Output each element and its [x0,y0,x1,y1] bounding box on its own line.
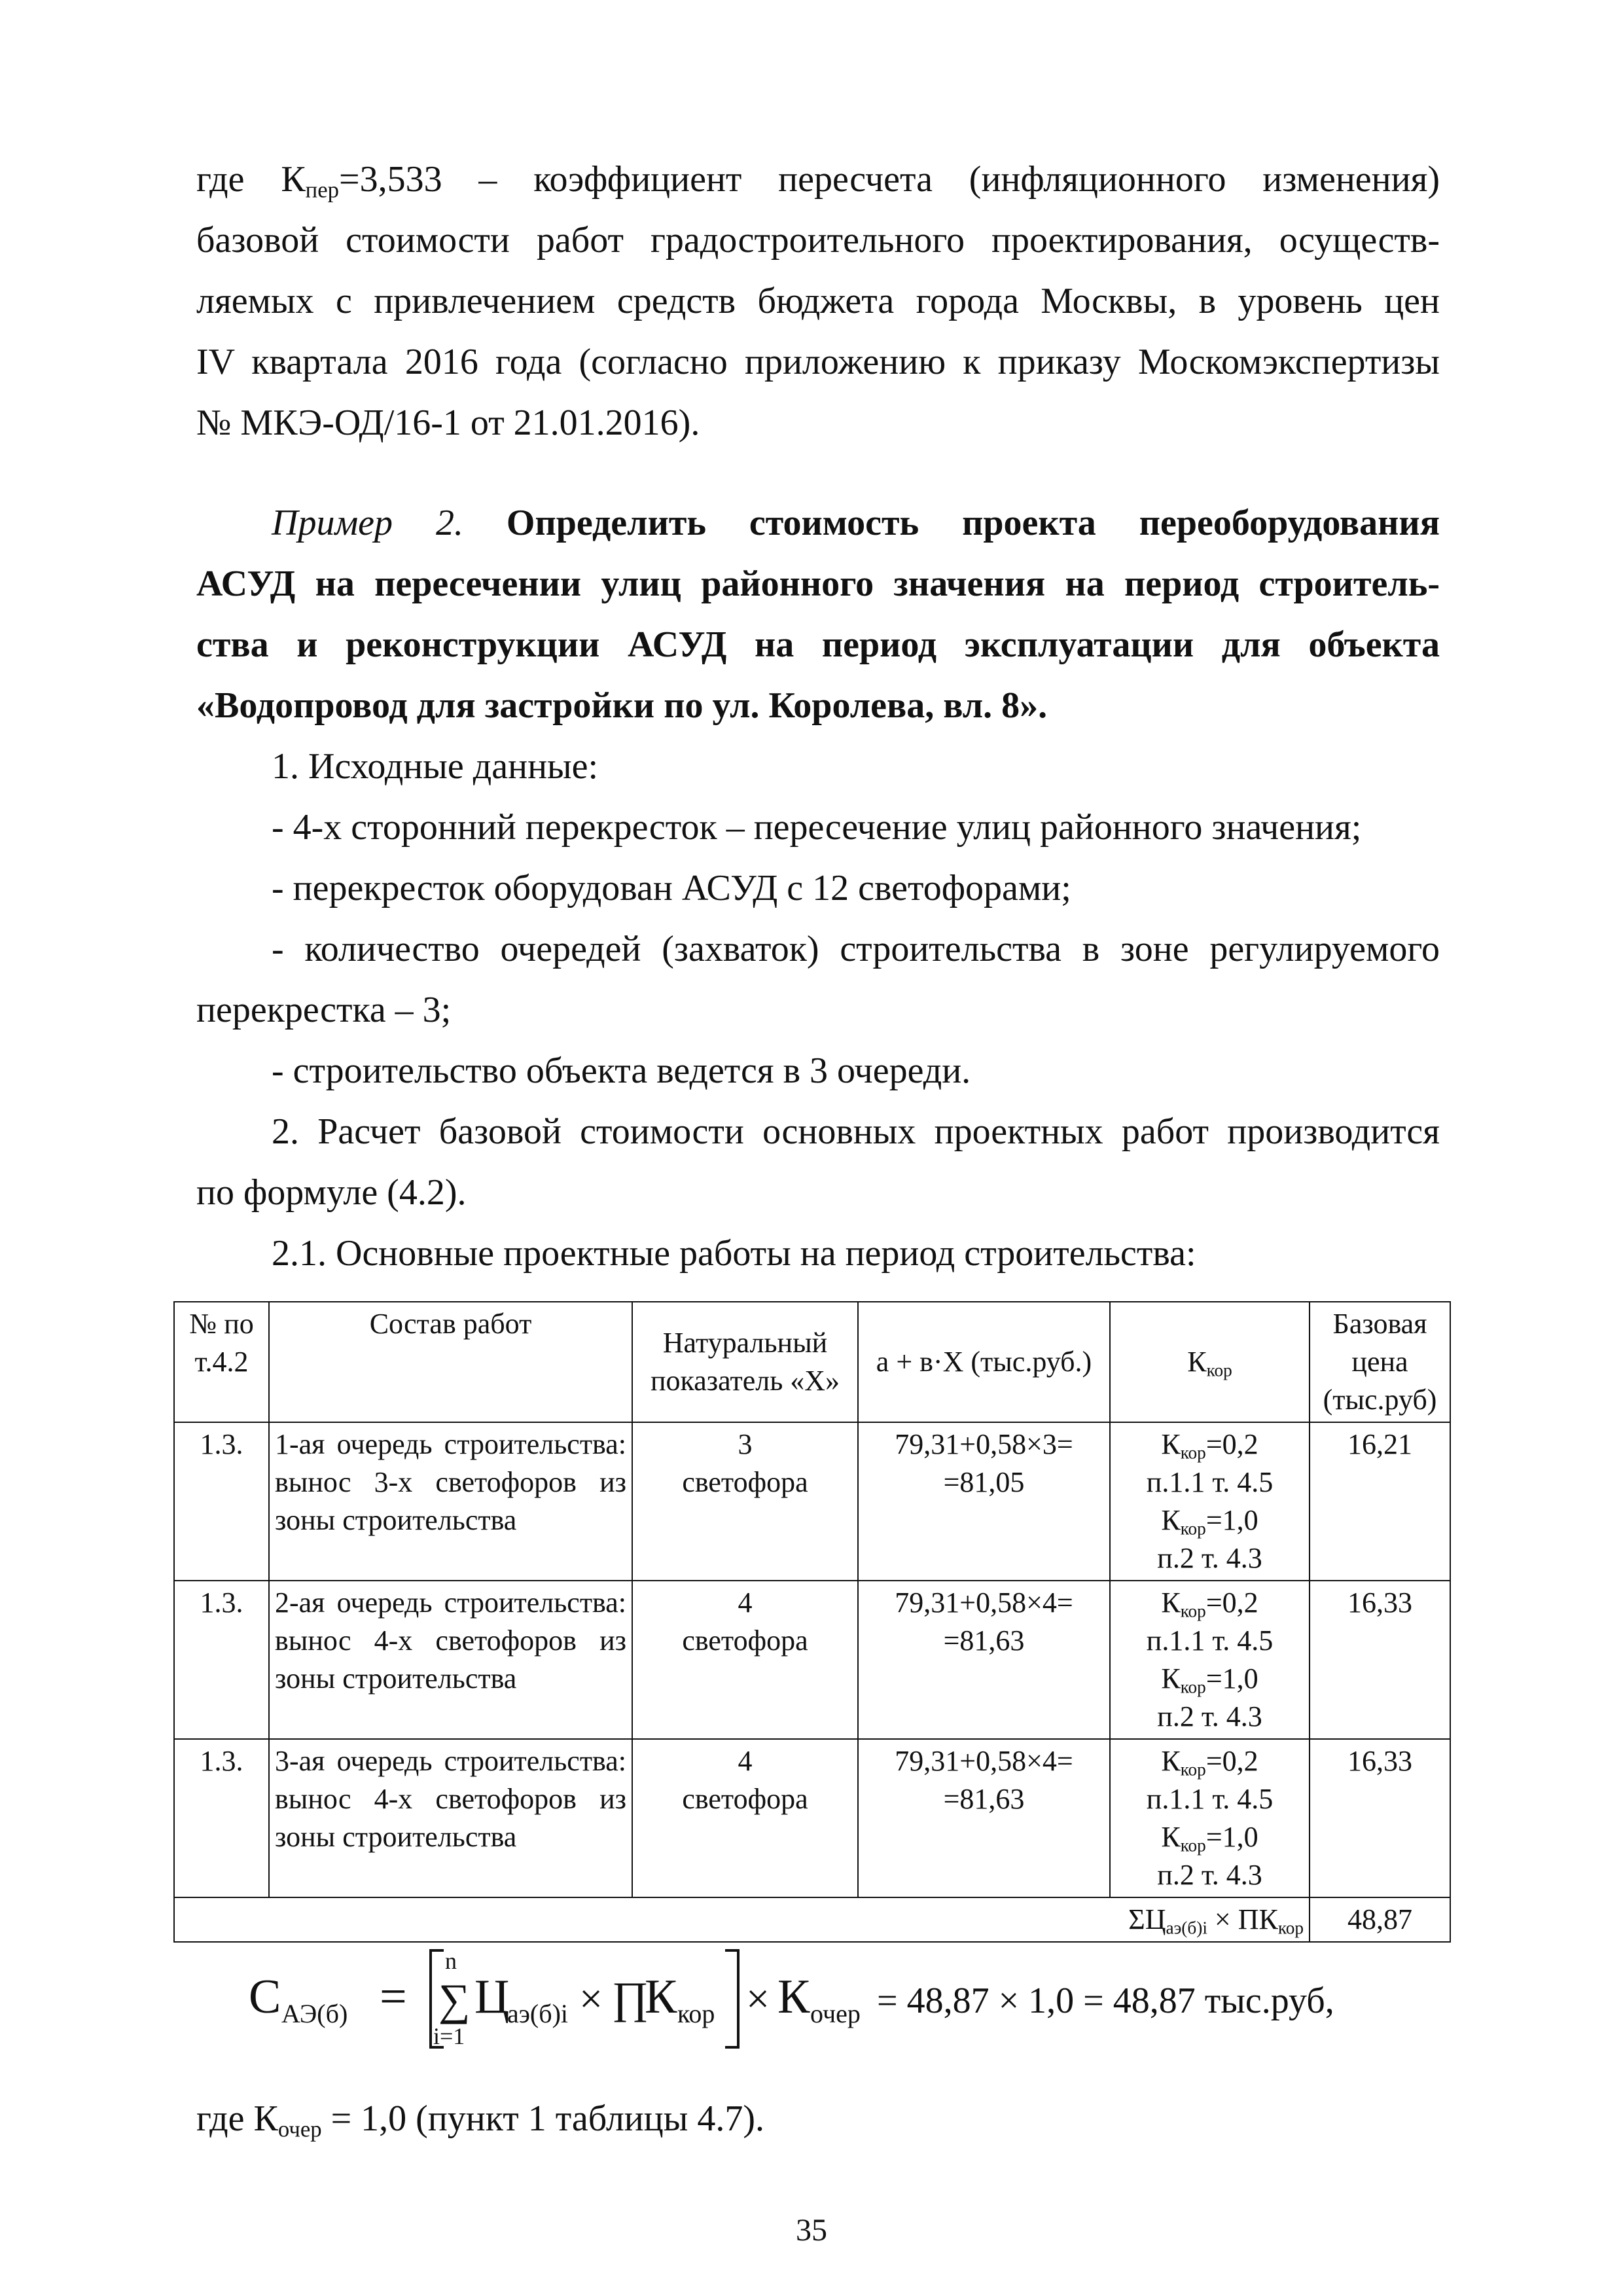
text: К [1161,1821,1181,1853]
cell-qty [632,1422,858,1581]
kkor-ref: п.2 т. 4.3 [1157,1859,1262,1891]
para1-line4: IV квартала 2016 года (согласно приложению к приказу Москомэкспертизы [196,342,1440,382]
formula-times1: × [579,1975,603,2022]
formula-result: = 48,87 × 1,0 = 48,87 тыс.руб, [877,1981,1334,2021]
example-title: Определить стоимость проекта переоборудования [506,503,1440,543]
formula-eq: = [380,1970,407,2024]
header-work: Состав работ [269,1302,632,1422]
qty-value: 4 [738,1587,753,1619]
para1-line5: № МКЭ-ОД/16-1 от 21.01.2016). [196,403,700,443]
qty-unit: светофора [682,1783,808,1815]
formula-part: =81,63 [943,1783,1025,1815]
cell-formula [858,1739,1110,1897]
text: где К [196,2098,278,2139]
subscript: очер [277,2116,322,2142]
subscript: кор [1180,1759,1206,1780]
cell-kkor [1110,1581,1310,1739]
subscript: кор [1180,1677,1206,1697]
example-line4: «Водопровод для застройки по ул. Королева, вл. 8». [196,685,1048,726]
text: =3,533 – коэффициент пересчета (инфляционного изменения) [339,159,1440,200]
text: К [1161,1587,1181,1619]
cell-formula [858,1581,1110,1739]
table-row [174,1422,1450,1581]
kkor-2 [1116,1501,1304,1539]
kkor-ref: п.1.1 т. 4.5 [1146,1624,1274,1657]
formula-k2: К [777,1970,810,2024]
cell-price: 16,33 [1310,1581,1450,1739]
work-table [173,1301,1451,1943]
subscript: аэ(б)i [1166,1918,1207,1938]
cell-kkor [1110,1739,1310,1897]
table-header-row [174,1302,1450,1422]
text: К [1187,1346,1207,1378]
subscript: пер [305,177,340,203]
formula-part: =81,63 [943,1624,1025,1657]
kkor-ref: п.2 т. 4.3 [1157,1542,1262,1574]
text: =0,2 [1205,1587,1258,1619]
formula-k2-sub: очер [810,1999,861,2028]
kkor-ref: п.2 т. 4.3 [1157,1700,1262,1732]
header-kkor [1110,1302,1310,1422]
kkor-1 [1116,1742,1304,1780]
cell-work: 2-ая очередь строительства: вынос 4-х светофоров из зоны строительства [269,1581,632,1739]
subscript: кор [1206,1360,1232,1380]
text: К [1161,1428,1181,1460]
right-bracket-shape [725,1950,738,2047]
formula-sum: ∑ [438,1975,471,2024]
cell-num: 1.3. [174,1739,269,1897]
subscript: кор [1277,1918,1304,1938]
kkor-1 [1116,1584,1304,1622]
cell-work: 3-ая очередь строительства: вынос 4-х светофоров из зоны строительства [269,1739,632,1897]
example-line2: АСУД на пересечении улиц районного значения на период строитель- [196,564,1440,604]
para1-line3: ляемых с привлечением средств бюджета города Москвы, в уровень цен [196,281,1440,321]
header-price: Базовая цена (тыс.руб) [1310,1302,1450,1422]
initial-bullet-2: - перекресток оборудован АСУД с 12 светофорами; [272,868,1071,908]
cell-formula [858,1422,1110,1581]
initial-bullet-4: - строительство объекта ведется в 3 очереди. [272,1050,971,1091]
subscript: кор [1180,1835,1206,1856]
formula-n: n [445,1948,457,1974]
calc-line2: по формуле (4.2). [196,1172,467,1213]
text: × ПК [1207,1903,1278,1935]
kkor-ref: п.1.1 т. 4.5 [1146,1466,1274,1498]
cell-price: 16,33 [1310,1739,1450,1897]
example-label: Пример 2. [272,503,463,543]
header-num: № по т.4.2 [174,1302,269,1422]
formula-part: 79,31+0,58×4= [895,1745,1073,1777]
cell-qty [632,1581,858,1739]
text: =0,2 [1205,1428,1258,1460]
formula-ts-sub: аэ(б)i [507,1999,569,2028]
cell-num: 1.3. [174,1581,269,1739]
formula-ts: Ц [474,1970,510,2024]
table-row [174,1739,1450,1897]
qty-value: 4 [738,1745,753,1777]
kkor-1 [1116,1426,1304,1463]
table-row [174,1581,1450,1739]
formula-part: =81,05 [943,1466,1025,1498]
text: ΣЦ [1128,1903,1166,1935]
cell-work: 1-ая очередь строительства: вынос 3-х светофоров из зоны строительства [269,1422,632,1581]
kkor-2 [1116,1660,1304,1698]
kkor-2 [1116,1818,1304,1856]
text: К [1161,1504,1181,1536]
formula-times2: × [746,1975,770,2022]
subscript: кор [1180,1443,1206,1463]
subscript: кор [1180,1601,1206,1621]
formula-part: 79,31+0,58×3= [895,1428,1073,1460]
initial-heading: 1. Исходные данные: [272,746,599,787]
formula-c: С [249,1970,281,2024]
formula-prod: ∏ [612,1973,649,2022]
kkor-ref: п.1.1 т. 4.5 [1146,1783,1274,1815]
qty-unit: светофора [682,1466,808,1498]
formula-k: К [645,1970,677,2024]
formula-part: 79,31+0,58×4= [895,1587,1073,1619]
qty-value: 3 [738,1428,753,1460]
para1-line1 [196,149,1440,210]
example-line1 [196,493,1440,554]
initial-bullet-1: - 4-х сторонний перекресток – пересечение улиц районного значения; [272,807,1362,848]
table-total-row [174,1897,1450,1942]
para1-line2: базовой стоимости работ градостроительного проектирования, осуществ- [196,220,1440,260]
formula-c-sub: АЭ(б) [281,1999,348,2028]
header-formula: а + в·Х (тыс.руб.) [858,1302,1110,1422]
total-label [174,1897,1310,1942]
calc-line1: 2. Расчет базовой стоимости основных проектных работ производится [272,1111,1440,1152]
text: =1,0 [1205,1821,1258,1853]
cell-kkor [1110,1422,1310,1581]
calc-subheading: 2.1. Основные проектные работы на период строительства: [272,1233,1196,1274]
initial-bullet-3a: - количество очередей (захваток) строительства в зоне регулируемого [272,929,1440,969]
qty-unit: светофора [682,1624,808,1657]
cost-formula [249,1937,1427,2055]
initial-bullet-3b: перекрестка – 3; [196,990,452,1030]
text: =1,0 [1205,1504,1258,1536]
page-number: 35 [796,2213,827,2248]
text: К [1161,1662,1181,1695]
formula-i1: i=1 [433,2023,465,2049]
cell-price: 16,21 [1310,1422,1450,1581]
footnote-line [196,2089,1440,2149]
example-line3: ства и реконструкции АСУД на период эксплуатации для объекта [196,624,1440,665]
text: где К [196,159,306,200]
text: К [1161,1745,1181,1777]
text: =0,2 [1205,1745,1258,1777]
subscript: кор [1180,1518,1206,1539]
text: =1,0 [1205,1662,1258,1695]
text: = 1,0 (пункт 1 таблицы 4.7). [321,2098,764,2139]
cell-qty [632,1739,858,1897]
formula-k-sub: кор [677,1999,715,2028]
cell-num: 1.3. [174,1422,269,1581]
total-value: 48,87 [1310,1897,1450,1942]
header-qty: Натуральный показатель «Х» [632,1302,858,1422]
